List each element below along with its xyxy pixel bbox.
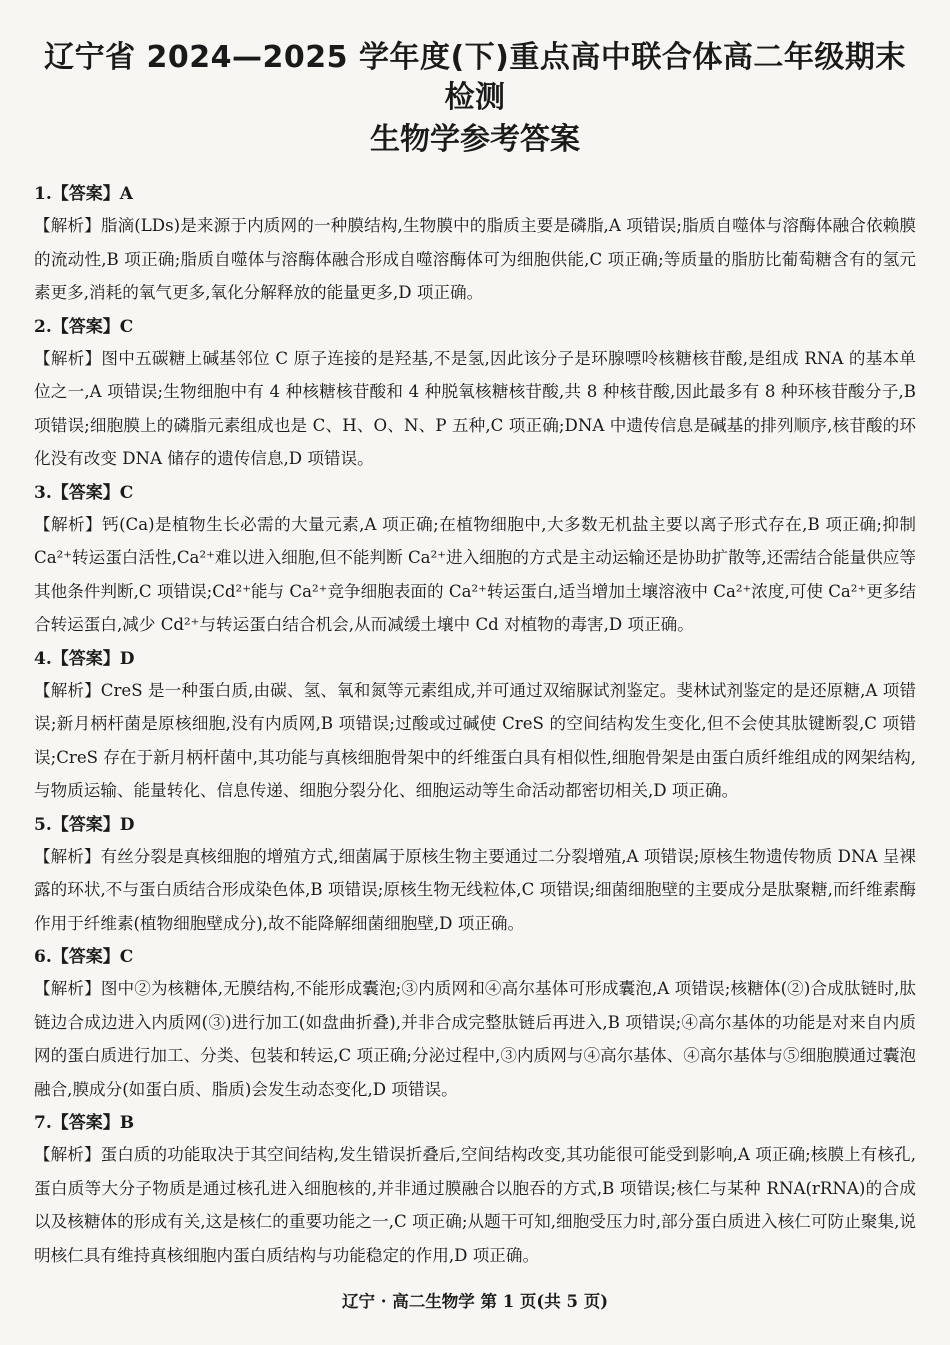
analysis-text: 【解析】脂滴(LDs)是来源于内质网的一种膜结构,生物膜中的脂质主要是磷脂,A 项错误;脂质自噬体与溶酶体融合依赖膜的流动性,B 项正确;脂质自噬体与溶酶体融合形成自噬溶酶体可为细胞供能,C 项正确;等质量的脂肪比葡萄糖含有的氢元素更多,消耗的氧气更多,氧化分解释放的能量更多,D 项正确。 (34, 216, 916, 302)
page-footer: 辽宁 · 高二生物学 第 1 页(共 5 页) (341, 1292, 609, 1311)
question-2 (34, 313, 916, 476)
analysis-text: 【解析】CreS 是一种蛋白质,由碳、氢、氧和氮等元素组成,并可通过双缩脲试剂鉴定。斐林试剂鉴定的是还原糖,A 项错误;新月柄杆菌是原核细胞,没有内质网,B 项错误;过酸或过碱使 CreS 的空间结构发生变化,但不会使其肽键断裂,C 项错误;CreS 存在于新月柄杆菌中,其功能与真核细胞骨架中的纤维蛋白具有相似性,细胞骨架是由蛋白质纤维组成的网架结构,与物质运输、能量转化、信息传递、细胞分裂分化、细胞运动等生命活动都密切相关,D 项正确。 (34, 680, 916, 800)
answer-heading: 7.【答案】B (34, 1113, 135, 1133)
analysis-text: 【解析】图中五碳糖上碱基邻位 C 原子连接的是羟基,不是氢,因此该分子是环腺嘌呤核糖核苷酸,是组成 RNA 的基本单位之一,A 项错误;生物细胞中有 4 种核糖核苷酸和 4 种脱氧核糖核苷酸,共 8 种核苷酸,因此最多有 8 种环核苷酸分子,B 项错误;细胞膜上的磷脂元素组成也是 C、H、O、N、P 五种,C 项正确;DNA 中遗传信息是碱基的排列顺序,核苷酸的环化没有改变 DNA 储存的遗传信息,D 项错误。 (34, 348, 916, 468)
answer-heading: 1.【答案】A (34, 184, 133, 204)
answer-heading: 4.【答案】D (34, 648, 135, 669)
question-3 (34, 479, 916, 642)
page-subtitle: 生物学参考答案 (370, 122, 580, 157)
question-5 (34, 811, 916, 941)
answer-heading: 3.【答案】C (34, 482, 134, 503)
question-4 (34, 645, 916, 808)
analysis-text: 【解析】图中②为核糖体,无膜结构,不能形成囊泡;③内质网和④高尔基体可形成囊泡,A 项错误;核糖体(②)合成肽链时,肽链边合成边进入内质网(③)进行加工(如盘曲折叠),并非合成完整肽链后再进入,B 项错误;④高尔基体的功能是对来自内质网的蛋白质进行加工、分类、包装和转运,C 项正确;分泌过程中,③内质网与④高尔基体、④高尔基体与⑤细胞膜通过囊泡融合,膜成分(如蛋白质、脂质)会发生动态变化,D 项错误。 (34, 979, 916, 1099)
page-title: 辽宁省 2024—2025 学年度(下)重点高中联合体高二年级期末检测 (44, 40, 906, 115)
question-7 (34, 1109, 916, 1272)
answer-heading: 6.【答案】C (34, 947, 134, 967)
answer-heading: 2.【答案】C (34, 316, 134, 337)
analysis-text: 【解析】有丝分裂是真核细胞的增殖方式,细菌属于原核生物主要通过二分裂增殖,A 项错误;原核生物遗传物质 DNA 呈裸露的环状,不与蛋白质结合形成染色体,B 项错误;原核生物无线粒体,C 项错误;细菌细胞壁的主要成分是肽聚糖,而纤维素酶作用于纤维素(植物细胞壁成分),故不能降解细菌细胞壁,D 项正确。 (34, 846, 916, 933)
question-6 (34, 943, 916, 1106)
analysis-text: 【解析】钙(Ca)是植物生长必需的大量元素,A 项正确;在植物细胞中,大多数无机盐主要以离子形式存在,B 项正确;抑制 Ca²⁺转运蛋白活性,Ca²⁺难以进入细胞,但不能判断 Ca²⁺进入细胞的方式是主动运输还是协助扩散等,还需结合能量供应等其他条件判断,C 项错误;Cd²⁺能与 Ca²⁺竞争细胞表面的 Ca²⁺转运蛋白,适当增加土壤溶液中 Ca²⁺浓度,可使 Ca²⁺更多结合转运蛋白,减少 Cd²⁺与转运蛋白结合机会,从而减缓土壤中 Cd 对植物的毒害,D 项正确。 (34, 514, 916, 634)
question-1 (34, 180, 916, 310)
answer-heading: 5.【答案】D (34, 814, 135, 835)
analysis-text: 【解析】蛋白质的功能取决于其空间结构,发生错误折叠后,空间结构改变,其功能很可能受到影响,A 项正确;核膜上有核孔,蛋白质等大分子物质是通过核孔进入细胞核的,并非通过膜融合以胞吞的方式,B 项错误;核仁与某种 RNA(rRNA)的合成以及核糖体的形成有关,这是核仁的重要功能之一,C 项正确;从题干可知,细胞受压力时,部分蛋白质进入核仁可防止聚集,说明核仁具有维持真核细胞内蛋白质结构与功能稳定的作用,D 项正确。 (34, 1145, 916, 1265)
